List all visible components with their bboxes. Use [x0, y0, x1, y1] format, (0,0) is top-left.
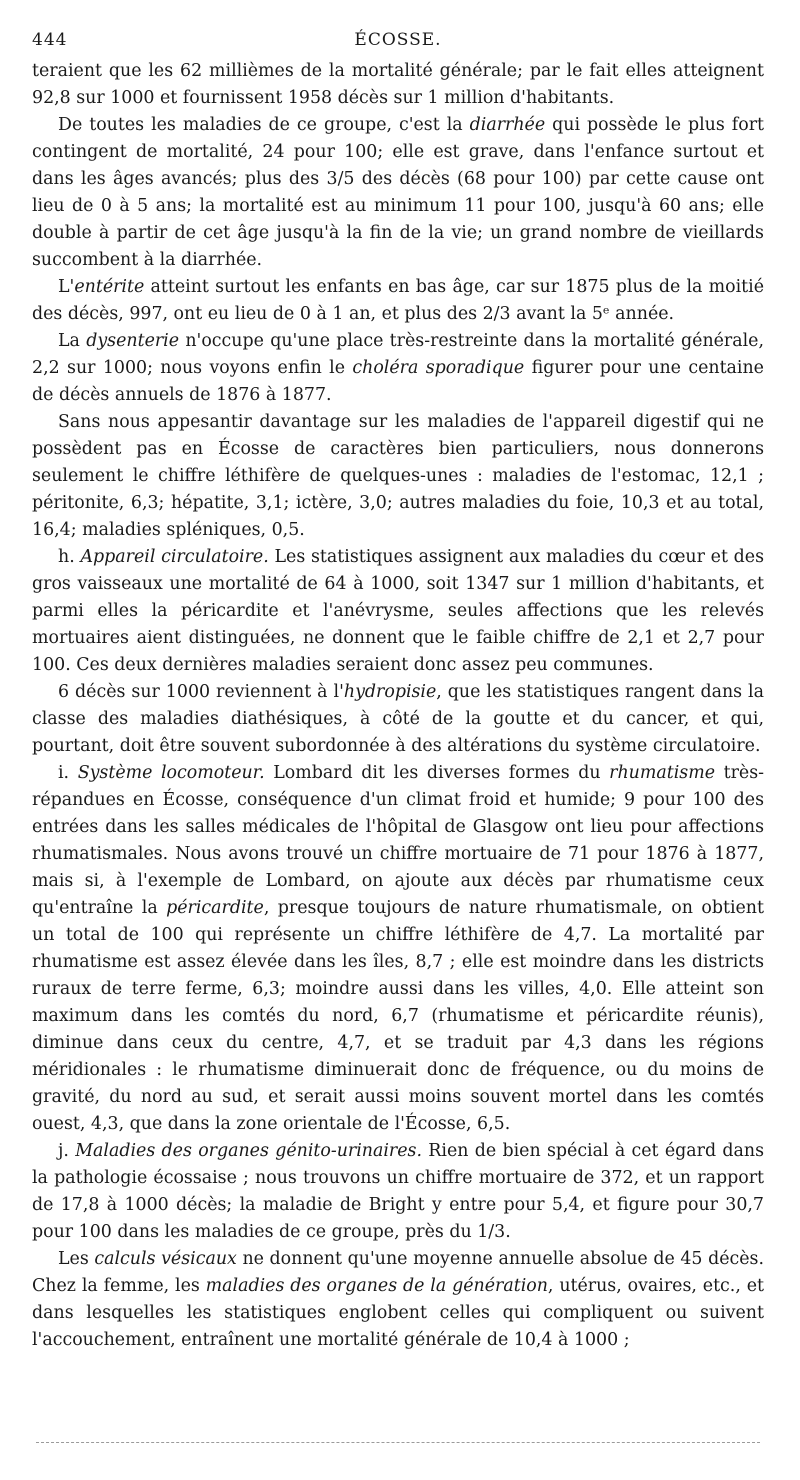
text-run: Les statistiques assignent aux maladies du cœur et des gros vaisseaux une mortalité de 64 à 1000, soit 1347 sur 1 million d'habitants, et parmi elles la péricardite et l'anévrysme, seules affections que les relevés mortuaires aient distinguées, ne donnent que le faible chiffre de 2,1 et 2,7 pour 100. Ces deux dernières maladies seraient donc assez peu communes. [32, 547, 765, 675]
italic-term: choléra sporadique [352, 358, 525, 378]
text-run: Lombard dit les diverses formes du [264, 763, 610, 783]
italic-term: rhumatisme [609, 763, 716, 783]
text-run: Sans nous appesantir davantage sur les maladies de l'appareil digestif qui ne possèdent pas en Écosse de caractères bien particuliers, nous donnerons seulement le chiffre léthifère de quelques-unes : maladies de l'estomac, 12,1 ; péritonite, 6,3; hépatite, 3,1; ictère, 3,0; autres maladies du foie, 10,3 et au total, 16,4; maladies spléniques, 0,5. [32, 412, 764, 540]
text-run: figurer pour une centaine de décès annuels de 1876 à 1877. [32, 358, 764, 405]
italic-term: Système locomoteur. [77, 763, 265, 783]
italic-term: péricardite [166, 898, 264, 918]
paragraph [32, 1246, 764, 1354]
paragraph [32, 112, 764, 274]
paragraph [32, 544, 764, 679]
text-run: qui possède le plus fort contingent de mortalité, 24 pour 100; elle est grave, dans l'enfance surtout et dans les âges avancés; plus des 3/5 des décès (68 pour 100) par cette cause ont lieu de 0 à 5 ans; la mortalité est au minimum 11 pour 100, jusqu'à 60 ans; elle double à partir de cet âge jusqu'à la fin de la vie; un grand nombre de vieillards succombent à la diarrhée. [32, 115, 764, 270]
text-run: , que les statistiques rangent dans la classe des maladies diathésiques, à côté de la goutte et du cancer, et qui, pourtant, doit être souvent subordonnée à des altérations du système circulatoire. [32, 682, 764, 756]
italic-term: hydropisie [343, 682, 437, 702]
italic-term: Appareil circulatoire. [80, 547, 269, 567]
page-number: 444 [32, 30, 68, 50]
text-run: atteint surtout les enfants en bas âge, car sur 1875 plus de la moitié des décès, 997, ont eu lieu de 0 à 1 an, et plus des 2/3 avant la 5ᵉ année. [32, 277, 764, 324]
text-run: L' [58, 277, 75, 297]
italic-term: calculs vésicaux [94, 1249, 237, 1269]
paragraph [32, 760, 764, 1138]
paragraph [32, 1138, 764, 1246]
body-text [32, 58, 764, 1354]
text-run: n'occupe qu'une place très-restreinte dans la mortalité générale, 2,2 sur 1000; nous voyons enfin le [32, 331, 764, 378]
italic-term: maladies des organes de la génération [205, 1276, 548, 1296]
text-run: teraient que les 62 millièmes de la mortalité générale; par le fait elles atteignent 92,8 sur 1000 et fournissent 1958 décès sur 1 million d'habitants. [32, 61, 764, 108]
paragraph [32, 274, 764, 328]
page-header [32, 26, 764, 58]
paragraph [32, 409, 764, 544]
paragraph [32, 58, 764, 112]
text-run: ne donnent qu'une moyenne annuelle absolue de 45 décès. Chez la femme, les [32, 1249, 765, 1296]
italic-term: entérite [74, 277, 145, 297]
paragraph [32, 328, 764, 409]
running-title: ÉCOSSE. [354, 30, 442, 50]
paragraph [32, 679, 764, 760]
text-run: , utérus, ovaires, etc., et dans lesquelles les statistiques englobent celles qui compliquent ou suivent l'accouchement, entraînent une mortalité générale de 10,4 à 1000 ; [32, 1276, 764, 1350]
text-run: très-répandues en Écosse, conséquence d'un climat froid et humide; 9 pour 100 des entrées dans les salles médicales de l'hôpital de Glasgow ont lieu pour affections rhumatismales. Nous avons trouvé un chiffre mortuaire de 71 pour 1876 à 1877, mais si, à l'exemple de Lombard, on ajoute aux décès par rhumatisme ceux qu'entraîne la [32, 763, 764, 918]
text-run: i. [58, 763, 78, 783]
text-run: Les [58, 1249, 95, 1269]
italic-term: Maladies des organes génito-urinaires. [75, 1141, 422, 1161]
text-run: 6 décès sur 1000 reviennent à l' [58, 682, 344, 702]
text-run: Rien de bien spécial à cet égard dans la pathologie écossaise ; nous trouvons un chiffre mortuaire de 372, et un rapport de 17,8 à 1000 décès; la maladie de Bright y entre pour 5,4, et figure pour 30,7 pour 100 dans les maladies de ce groupe, près du 1/3. [32, 1141, 765, 1242]
text-run: De toutes les maladies de ce groupe, c'est la [58, 115, 470, 135]
text-run: j. [58, 1141, 76, 1161]
italic-term: diarrhée [469, 115, 546, 135]
text-run: La [58, 331, 87, 351]
text-run: h. [58, 547, 81, 567]
text-run: , presque toujours de nature rhumatismale, on obtient un total de 100 qui représente un chiffre léthifère de 4,7. La mortalité par rhumatisme est assez élevée dans les îles, 8,7 ; elle est moindre dans les districts ruraux de terre ferme, 6,3; moindre aussi dans les villes, 4,0. Elle atteint son maximum dans les comtés du nord, 6,7 (rhumatisme et péricardite réunis), diminue dans ceux du centre, 4,7, et se traduit par 4,3 dans les régions méridionales : le rhumatisme diminuerait donc de fréquence, ou du moins de gravité, du nord au sud, et serait aussi moins souvent mortel dans les comtés ouest, 4,3, que dans la zone orientale de l'Écosse, 6,5. [32, 898, 764, 1134]
italic-term: dysenterie [86, 331, 180, 351]
footer-rule [36, 1442, 760, 1443]
